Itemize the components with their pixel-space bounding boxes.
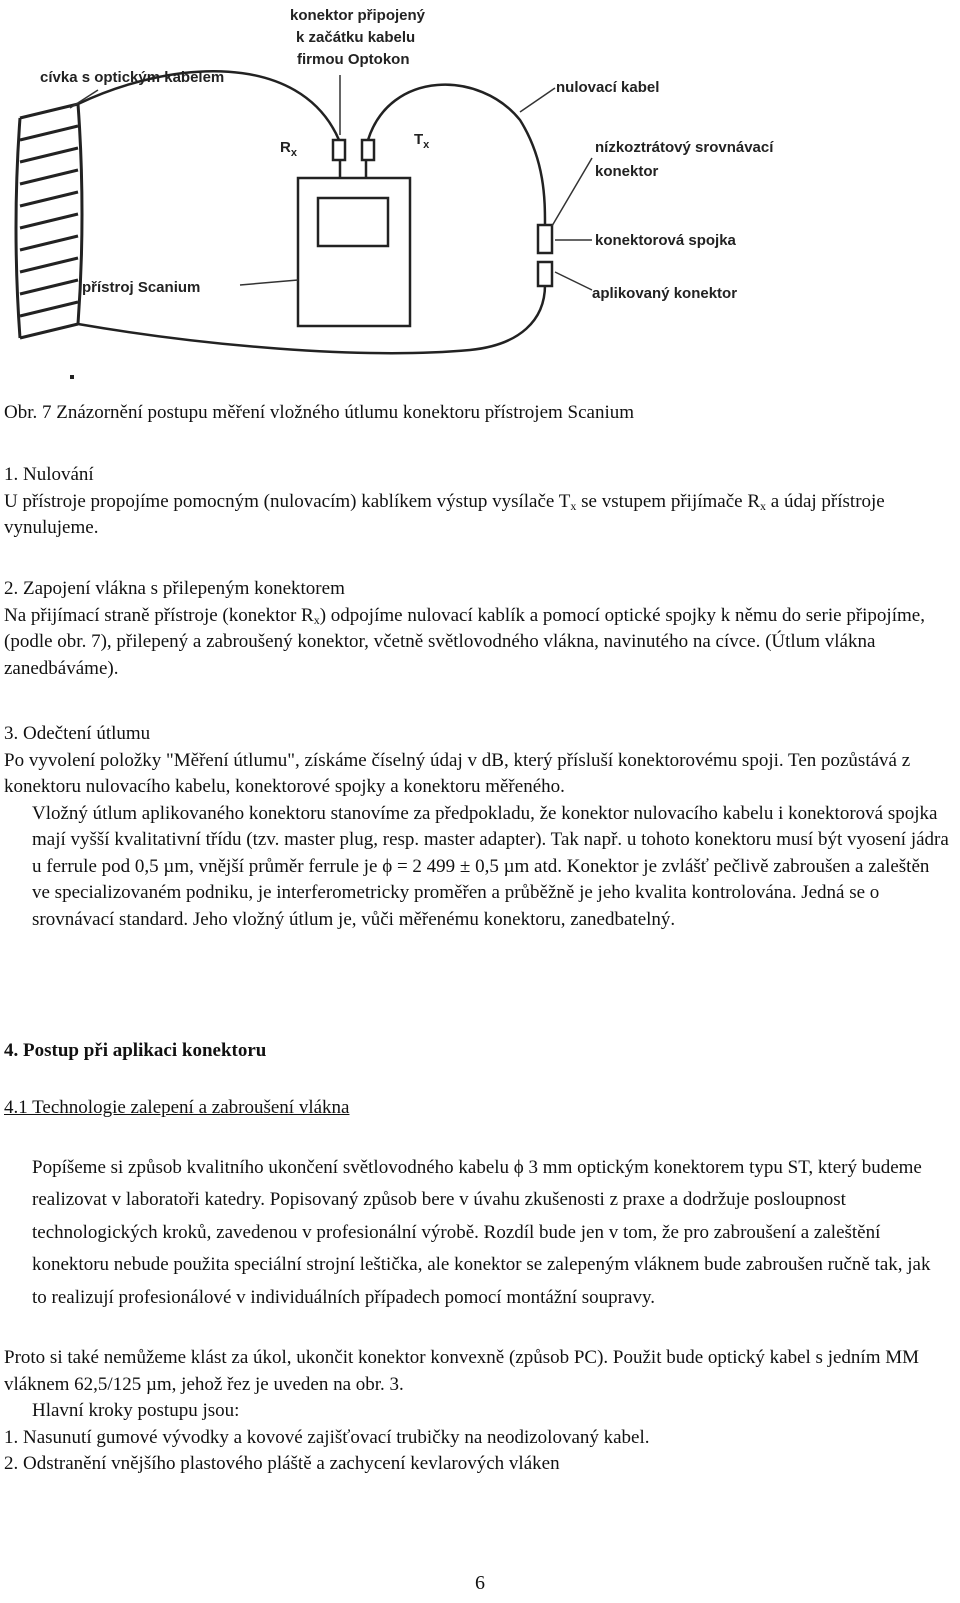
heading-4: 4. Postup při aplikaci konektoru <box>4 1040 267 1061</box>
section-title: 3. Odečtení útlumu <box>4 723 151 744</box>
scanium-device <box>298 140 410 326</box>
paragraph: Hlavní kroky postupu jsou: <box>32 1400 240 1421</box>
section-zeroing <box>4 462 949 542</box>
paragraph: U přístroje propojíme pomocným (nulovacím) kablíkem výstup vysílače $T_x$ se vstupem přijímače $R_x$ a údaj přístroje vynulujeme. <box>4 490 885 538</box>
label-tx: $T_x$ <box>414 131 430 151</box>
label-coupler: konektorová spojka <box>595 232 736 249</box>
page-number: 6 <box>475 1572 485 1594</box>
label-device: přístroj Scanium <box>82 279 201 296</box>
fiber-coil <box>16 104 82 338</box>
paragraph: Popíšeme si způsob kvalitního ukončení světlovodného kabelu ϕ 3 mm optickým konektorem typu ST, který budeme realizovat v laboratoři katedry. Popisovaný způsob bere v úvahu zkušenosti z praxe a dodržuje posloupnost technologických kroků, zavedenou v profesionální výrobě. Rozdíl bude jen v tom, že pro zabroušení a zaleštění konektoru nebude použita speciální strojní leštička, ale konektor se zalepeným vláknem bude zabroušen ručně tak, jak to realizují profesionálové v individuálních případech pomocí montážní soupravy. <box>32 1157 931 1308</box>
label-applied-connector: aplikovaný konektor <box>592 285 738 302</box>
label-lowloss-line2: konektor <box>595 163 659 180</box>
list-item: 2. Odstranění vnějšího plastového pláště a zachycení kevlarových vláken <box>4 1453 560 1474</box>
label-zero-cable: nulovací kabel <box>556 79 660 96</box>
section-title: 2. Zapojení vlákna s přilepeným konektorem <box>4 578 345 599</box>
fiber-cables <box>78 71 552 353</box>
figure-caption: Obr. 7 Znázornění postupu měření vložného útlumu konektoru přístrojem Scanium <box>4 402 635 423</box>
label-coil: cívka s optickým kabelem <box>40 69 225 86</box>
label-connector-line1: konektor připojený <box>290 7 426 24</box>
paragraph: Vložný útlum aplikovaného konektoru stanovíme za předpokladu, že konektor nulovacího kabelu i konektorová spojka mají vyšší kvalitativní třídu (tzv. master plug, resp. master adapter). Tak např. u tohoto konektoru musí být vyosení jádra u ferrule pod 0,5 µm, vnější průměr ferrule je ϕ = 2 499 ± 0,5 µm atd. Konektor je zvlášť pečlivě zabroušen a zaleštěn ve specializovaném podniku, je interferometricky proměřen a průběžně je jeho kvalita kontrolována. Jedná se o srovnávací standard. Jeho vložný útlum je, vůči měřenému konektoru, zanedbatelný. <box>32 802 949 930</box>
section-connection <box>4 576 949 682</box>
section-reading <box>4 721 949 933</box>
paragraph: Proto si také nemůžeme klást za úkol, ukončit konektor konvexně (způsob PC). Použit bude optický kabel s jedním MM vláknem 62,5/125 µm, jehož řez je uveden na obr. 3. <box>4 1347 920 1395</box>
paragraph: Po vyvolení položky "Měření útlumu", získáme číselný údaj v dB, který přísluší konektorovému spoji. Ten pozůstává z konektoru nulovacího kabelu, konektorové spojky a konektoru měřeného. <box>4 749 911 797</box>
measurement-diagram <box>0 0 960 390</box>
paragraph: Na přijímací straně přístroje (konektor $R_x$) odpojíme nulovací kablík a pomocí optické spojky k němu do serie připojíme, (podle obr. 7), přilepený a zabroušený konektor, včetně světlovodného vlákna, navinutého na cívce. (Útlum vlákna zanedbáváme). <box>4 604 925 679</box>
section-procedure <box>4 1152 949 1314</box>
label-lowloss-line1: nízkoztrátový srovnávací <box>595 139 774 156</box>
label-connector-line3: firmou Optokon <box>297 51 410 68</box>
label-rx: $R_x$ <box>280 139 297 159</box>
heading-4-1: 4.1 Technologie zalepení a zabroušení vlákna <box>4 1097 350 1118</box>
section-title: 1. Nulování <box>4 464 94 485</box>
list-item: 1. Nasunutí gumové vývodky a kovové zajišťovací trubičky na neodizolovaný kabel. <box>4 1426 650 1448</box>
section-procedure-continued <box>4 1345 949 1478</box>
label-connector-line2: k začátku kabelu <box>296 29 416 46</box>
